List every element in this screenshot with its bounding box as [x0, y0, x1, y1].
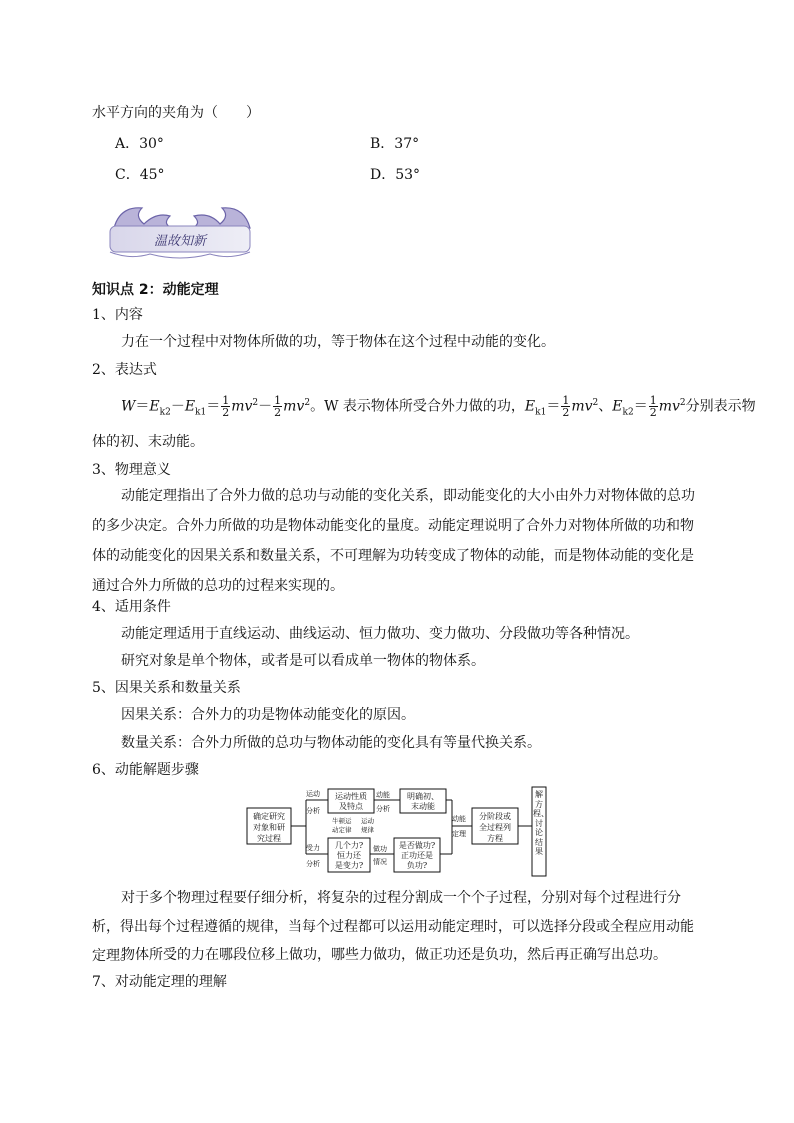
flow-start-3: 究过程	[257, 834, 281, 843]
flow-force-analysis-2: 分析	[306, 860, 320, 868]
content-para: 力在一个过程中对物体所做的功，等于物体在这个过程中动能的变化。	[121, 334, 555, 350]
flow-equation-1: 分阶段或	[479, 812, 511, 821]
flow-work-case-1: 做功	[373, 845, 387, 853]
flow-solve-text: 解方程、讨论结果	[533, 790, 549, 856]
flow-motion-nature-1: 运动性质	[335, 792, 367, 801]
heading-conditions: 4、适用条件	[92, 599, 171, 615]
flow-newton-1: 牛顿运	[332, 817, 352, 825]
meaning-para: 动能定理指出了合外力做的总功与动能的变化关系，即动能变化的大小由外力对物体做的总功的多少决定。合外力所做的功是物体动能变化的量度。动能定理说明了合外力对物体所做的功和物体的动能变化的因果关系和数量关系，不可理解为功转变成了物体的动能，而是物体动能的变化是通过合外力所做的总功的过程来实现的。	[92, 488, 695, 594]
option-b: B．37°	[370, 136, 420, 152]
formula-cont: 体的初、末动能。	[92, 434, 204, 450]
option-a: A．30°	[115, 136, 164, 152]
flow-theorem-2: 定理	[452, 830, 466, 838]
flow-forces-2: 恒力还	[337, 851, 361, 860]
flow-motion-law-1: 运动	[361, 817, 374, 825]
flow-motion-analysis-2: 分析	[306, 807, 320, 815]
option-c: C．45°	[115, 167, 165, 183]
heading-understanding: 7、对动能定理的理解	[92, 974, 227, 990]
heading-steps: 6、动能解题步骤	[92, 762, 199, 778]
flow-equation-2: 全过程列	[479, 823, 511, 832]
multi-process-para: 对于多个物理过程要仔细分析，将复杂的过程分割成一个个子过程，分别对每个过程进行分析，得出每个过程遵循的规律，当每个过程都可以运用动能定理时，可以选择分段或全程应用动能定理。	[92, 890, 694, 964]
review-banner	[100, 198, 260, 266]
flow-ke-2: 末动能	[411, 802, 435, 811]
heading-content: 1、内容	[92, 307, 143, 323]
flow-force-analysis-1: 受力	[306, 844, 320, 852]
flow-work-3: 负功?	[406, 861, 428, 870]
section-title: 知识点 2：动能定理	[92, 282, 219, 298]
conditions-para-2: 研究对象是单个物体，或者是可以看成单一物体的物体系。	[121, 653, 485, 669]
flow-motion-law-2: 规律	[361, 826, 374, 834]
solution-flowchart	[246, 786, 548, 878]
flow-equation-3: 方程	[487, 834, 503, 843]
flow-work-2: 正功还是	[401, 851, 433, 860]
banner-art	[100, 198, 260, 266]
flow-newton-2: 动定律	[332, 826, 352, 834]
flow-work-1: 是否做功?	[398, 841, 436, 850]
flow-work-case-2: 情况	[373, 858, 387, 866]
option-d: D．53°	[370, 167, 421, 183]
flow-start-1: 确定研究	[253, 812, 285, 821]
heading-meaning: 3、物理意义	[92, 462, 171, 478]
flow-forces-1: 几个力?	[334, 841, 364, 850]
flow-theorem-1: 动能	[452, 815, 466, 823]
relations-para-2: 数量关系：合外力所做的总功与物体动能的变化具有等量代换关系。	[121, 735, 541, 751]
total-work-para: 物体所受的力在哪段位移上做功，哪些力做功，做正功还是负功，然后再正确写出总功。	[121, 947, 667, 963]
relations-para-1: 因果关系：合外力的功是物体动能变化的原因。	[121, 707, 415, 723]
flow-ke-1: 明确初、	[407, 792, 439, 801]
question-text: 水平方向的夹角为（ ）	[92, 105, 260, 121]
flow-start-2: 对象和研	[253, 823, 285, 832]
flow-ke-analysis-2: 分析	[376, 805, 390, 813]
flow-motion-nature-2: 及特点	[339, 802, 363, 811]
flow-forces-3: 是变力?	[334, 861, 364, 870]
heading-expression: 2、表达式	[92, 362, 157, 378]
banner-label: 温故知新	[153, 234, 207, 249]
flow-ke-analysis-1: 动能	[376, 791, 390, 799]
conditions-para-1: 动能定理适用于直线运动、曲线运动、恒力做功、变力做功、分段做功等各种情况。	[121, 626, 639, 642]
heading-relations: 5、因果关系和数量关系	[92, 680, 241, 696]
flow-motion-analysis-1: 运动	[306, 790, 320, 798]
formula-line: $W=E_{k2}-E_{k1}=$ $\frac{1}{2}$ $mv^2-$ $\frac{1}{2}$ $mv^2$。W 表示物体所受合外力做的功，$E_{k1}=$ $\frac{1}{2}$ $mv^2$、$E_{k2}=$ $\frac{1}{2}$ $mv^2$分别表示物	[121, 394, 756, 420]
